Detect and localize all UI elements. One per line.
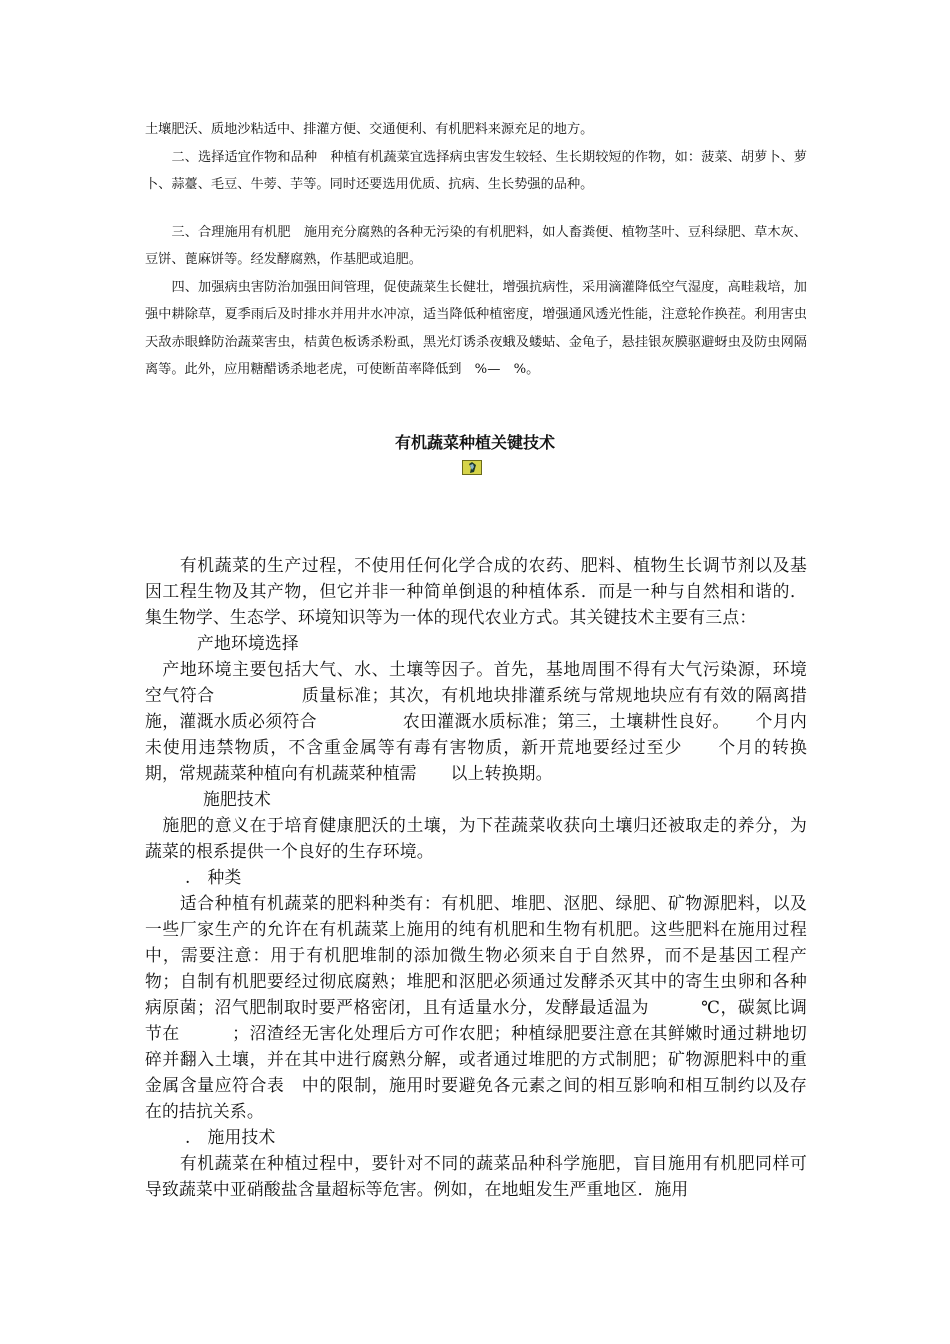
document-icon[interactable] <box>462 460 482 475</box>
heading-environment: 产地环境选择 <box>197 633 299 653</box>
paragraph-soil: 土壤肥沃、质地沙粘适中、排灌方便、交通便利、有机肥料来源充足的地方。 <box>145 122 594 137</box>
heading-application: . 施用技术 <box>185 1127 276 1147</box>
section-top-text <box>145 116 807 384</box>
paragraph-fertilization: 施肥的意义在于培育健康肥沃的土壤，为下茬蔬菜收获向土壤归还被取走的养分，为蔬菜的根系提供一个良好的生存环境。 <box>145 815 807 861</box>
paragraph-intro: 有机蔬菜的生产过程，不使用任何化学合成的农药、肥料、植物生长调节剂以及基因工程生物及其产物，但它并非一种简单倒退的种植体系．而是一种与自然相和谐的．集生物学、生态学、环境知识等为一体的现代农业方式。其关键技术主要有三点： <box>145 555 807 627</box>
paragraph-crop-selection: 二、选择适宜作物和品种 种植有机蔬菜宜选择病虫害发生较轻、生长期较短的作物，如：菠菜、胡萝卜、萝卜、蒜薹、毛豆、牛蒡、芋等。同时还要选用优质、抗病、生长势强的品种。 <box>145 149 807 192</box>
heading-fertilization: 施肥技术 <box>203 789 271 809</box>
paragraph-application: 有机蔬菜在种植过程中，要针对不同的蔬菜品种科学施肥，盲目施用有机肥同样可导致蔬菜中亚硝酸盐含量超标等危害。例如，在地蛆发生严重地区．施用 <box>145 1153 807 1199</box>
paragraph-pest-control: 四、加强病虫害防治加强田间管理，促使蔬菜生长健壮，增强抗病性，采用滴灌降低空气湿度，高畦栽培，加强中耕除草，夏季雨后及时排水并用井水冲凉，适当降低种植密度，增强通风透光性能，注意轮作换茬。利用害虫天敌赤眼蜂防治蔬菜害虫，桔黄色板诱杀粉虱，黑光灯诱杀夜蛾及蝼蛄、金龟子，悬挂银灰膜驱避蚜虫及防虫网隔离等。此外，应用糖醋诱杀地老虎，可使断苗率降低到 %— %。 <box>145 279 807 377</box>
paragraph-types: 适合种植有机蔬菜的肥料种类有：有机肥、堆肥、沤肥、绿肥、矿物源肥料，以及一些厂家生产的允许在有机蔬菜上施用的纯有机肥和生物有机肥。这些肥料在施用过程中，需要注意：用于有机肥堆制的添加微生物必须来自于自然界，而不是基因工程产物；自制有机肥要经过彻底腐熟；堆肥和沤肥必须通过发酵杀灭其中的寄生虫卵和各种病原菌；沼气肥制取时要严格密闭，且有适量水分，发酵最适温为 ℃，碳氮比调节在 ；沼渣经无害化处理后方可作农肥；种植绿肥要注意在其鲜嫩时通过耕地切碎并翻入土壤，并在其中进行腐熟分解，或者通过堆肥的方式制肥；矿物源肥料中的重金属含量应符合表 中的限制，施用时要避免各元素之间的相互影响和相互制约以及存在的拮抗关系。 <box>145 893 807 1121</box>
paragraph-organic-fertilizer: 三、合理施用有机肥 施用充分腐熟的各种无污染的有机肥料，如人畜粪便、植物茎叶、豆科绿肥、草木灰、豆饼、蓖麻饼等。经发酵腐熟，作基肥或追肥。 <box>145 224 807 267</box>
section-main-text <box>145 552 807 1202</box>
paragraph-environment: 产地环境主要包括大气、水、土壤等因子。首先，基地周围不得有大气污染源，环境空气符合 质量标准；其次，有机地块排灌系统与常规地块应有有效的隔离措施，灌溉水质必须符合 农田灌溉水质标准；第三，土壤耕性良好。 个月内未使用违禁物质，不含重金属等有毒有害物质，新开荒地要经过至少 个月的转换期，常规蔬菜种植向有机蔬菜种植需 以上转换期。 <box>145 659 807 783</box>
spacer <box>145 199 807 219</box>
heading-types: . 种类 <box>185 867 242 887</box>
page-title: 有机蔬菜种植关键技术 <box>394 433 555 452</box>
